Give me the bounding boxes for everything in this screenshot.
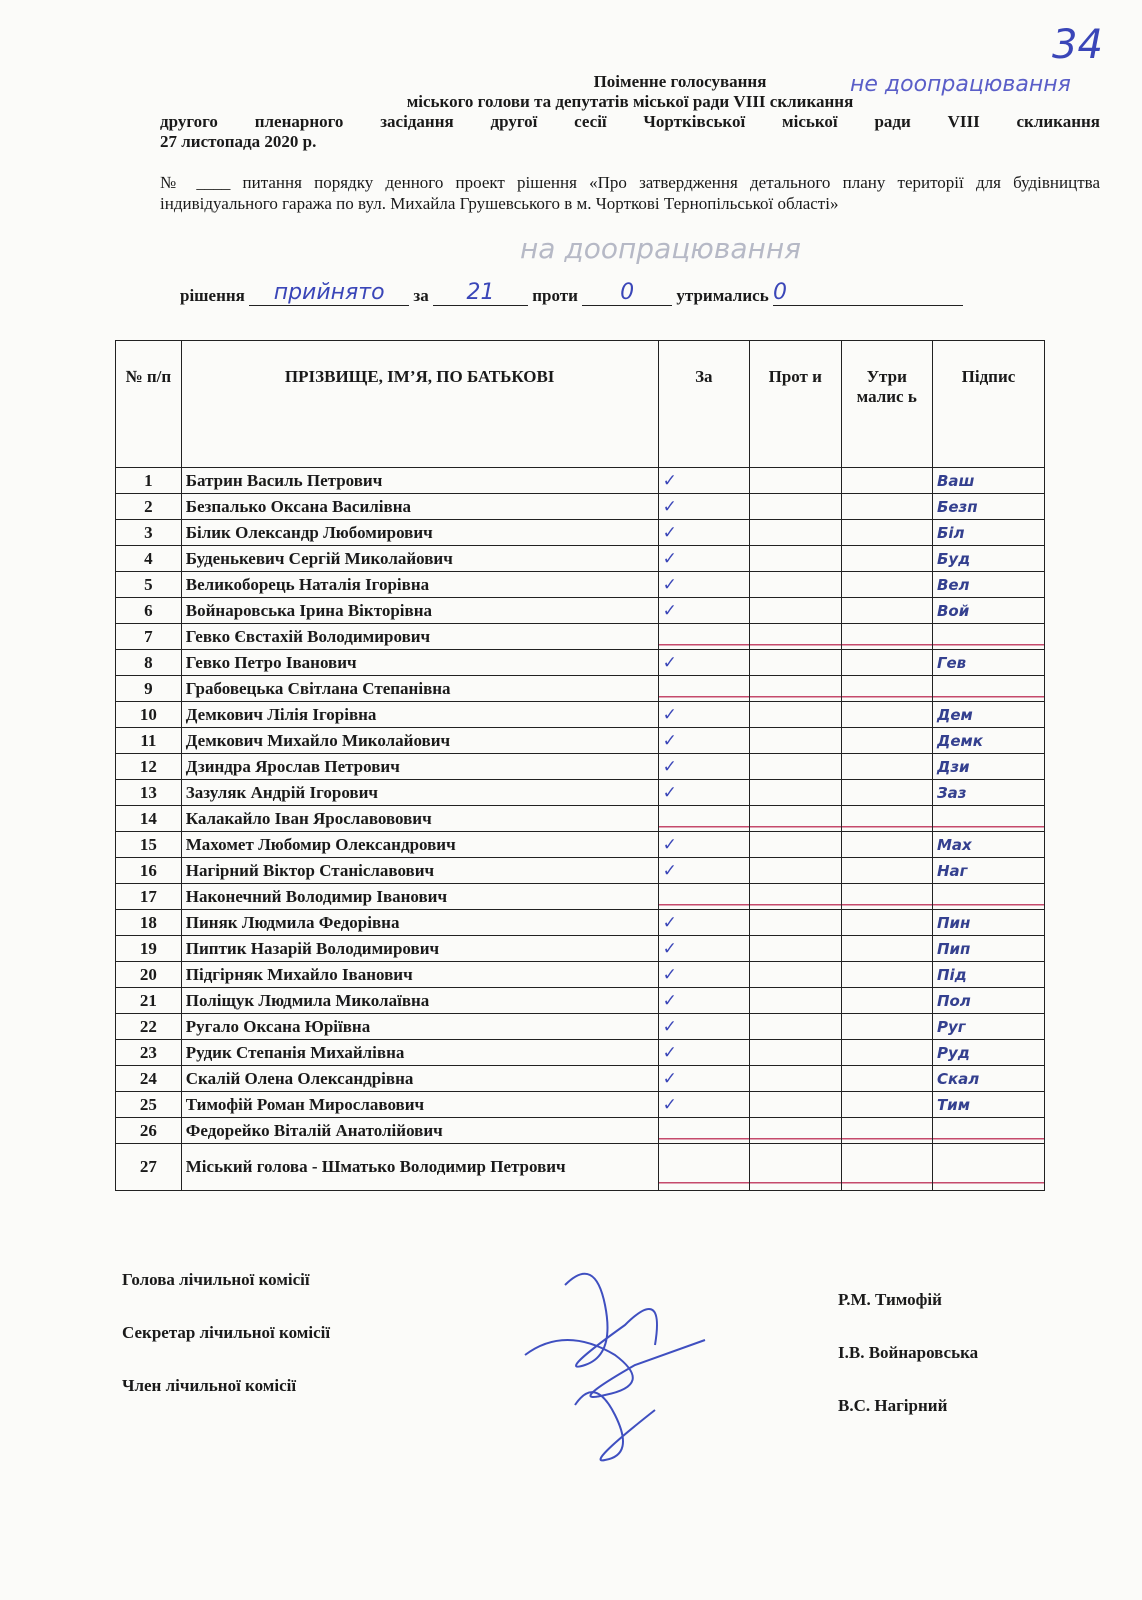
row-name: Ругало Оксана Юріївна [181,1014,658,1040]
row-name: Батрин Василь Петрович [181,468,658,494]
row-name: Гевко Петро Іванович [181,650,658,676]
row-name: Наконечний Володимир Іванович [181,884,658,910]
row-signature: Пин [932,910,1044,936]
row-name: Підгірняк Михайло Іванович [181,962,658,988]
vote-table [115,340,1045,1191]
table-row [116,962,1045,988]
row-vote-abstain [841,520,932,546]
row-vote-abstain [841,858,932,884]
row-vote-for: ✓ [658,520,749,546]
vote-table-body [116,468,1045,1191]
table-row [116,572,1045,598]
table-header-row [116,341,1045,468]
row-vote-against [750,806,841,832]
row-name: Скалій Олена Олександрівна [181,1066,658,1092]
row-name: Поліщук Людмила Миколаївна [181,988,658,1014]
decision-value: прийнято [249,280,409,306]
table-row [116,598,1045,624]
row-number: 27 [116,1144,182,1191]
row-vote-for: ✓ [658,494,749,520]
table-row [116,780,1045,806]
row-number: 11 [116,728,182,754]
table-row [116,546,1045,572]
row-vote-against [750,858,841,884]
row-signature: Демк [932,728,1044,754]
row-vote-against [750,572,841,598]
row-signature: Руд [932,1040,1044,1066]
row-signature: Пол [932,988,1044,1014]
row-signature [932,1118,1044,1144]
table-row [116,650,1045,676]
row-vote-abstain [841,546,932,572]
row-vote-for [658,884,749,910]
role-member: Член лічильної комісії [122,1376,297,1395]
row-vote-abstain [841,1014,932,1040]
row-vote-abstain [841,624,932,650]
row-vote-abstain [841,754,932,780]
row-name: Грабовецька Світлана Степанівна [181,676,658,702]
row-signature: Дзи [932,754,1044,780]
row-vote-against [750,1092,841,1118]
row-vote-abstain [841,494,932,520]
decision-label: рішення [180,286,245,305]
row-vote-against [750,988,841,1014]
row-vote-abstain [841,676,932,702]
row-vote-against [750,1144,841,1191]
row-number: 18 [116,910,182,936]
row-vote-for: ✓ [658,754,749,780]
row-vote-abstain [841,884,932,910]
table-row [116,624,1045,650]
row-vote-for: ✓ [658,962,749,988]
row-signature: Біл [932,520,1044,546]
row-number: 19 [116,936,182,962]
row-number: 23 [116,1040,182,1066]
row-name: Тимофій Роман Мирославович [181,1092,658,1118]
row-signature: Під [932,962,1044,988]
row-name: Демкович Лілія Ігорівна [181,702,658,728]
table-row [116,494,1045,520]
row-vote-against [750,676,841,702]
row-name: Калакайло Іван Ярославовович [181,806,658,832]
table-row [116,728,1045,754]
row-vote-abstain [841,702,932,728]
row-vote-for [658,1144,749,1191]
row-signature: Тим [932,1092,1044,1118]
header-line-3: другого пленарного засідання другої сесії Чортківської міської ради VIII скликання [160,112,1100,131]
table-row [116,988,1045,1014]
row-vote-against [750,754,841,780]
row-name: Зазуляк Андрій Ігорович [181,780,658,806]
row-signature [932,884,1044,910]
row-number: 5 [116,572,182,598]
row-name: Махомет Любомир Олександрович [181,832,658,858]
table-row [116,1092,1045,1118]
row-vote-against [750,962,841,988]
row-signature [932,806,1044,832]
row-vote-for: ✓ [658,468,749,494]
row-vote-abstain [841,780,932,806]
row-vote-abstain [841,962,932,988]
col-number: № п/п [116,341,182,468]
row-vote-for: ✓ [658,1066,749,1092]
row-signature [932,624,1044,650]
row-vote-for [658,676,749,702]
row-vote-against [750,780,841,806]
row-number: 12 [116,754,182,780]
row-vote-for [658,806,749,832]
row-vote-for: ✓ [658,650,749,676]
row-number: 9 [116,676,182,702]
col-abstain: Утри малис ь [841,341,932,468]
row-number: 14 [116,806,182,832]
signature-scribble-3 [575,1392,655,1460]
row-signature: Безп [932,494,1044,520]
page-number: 34 [1052,22,1103,68]
table-row [116,858,1045,884]
role-secretary: Секретар лічильної комісії [122,1323,331,1342]
row-number: 10 [116,702,182,728]
col-against: Прот и [750,341,841,468]
col-name: ПРІЗВИЩЕ, ІМ’Я, ПО БАТЬКОВІ [181,341,658,468]
row-vote-against [750,936,841,962]
table-row [116,1040,1045,1066]
row-vote-abstain [841,468,932,494]
signature-scribble-2 [525,1340,705,1397]
decision-line [180,280,963,306]
table-row [116,1014,1045,1040]
row-vote-against [750,1118,841,1144]
row-vote-against [750,884,841,910]
row-number: 16 [116,858,182,884]
row-name: Білик Олександр Любомирович [181,520,658,546]
row-name: Нагірний Віктор Станіславович [181,858,658,884]
document-title: Поіменне голосування [593,72,767,91]
name-secretary: І.В. Войнаровська [838,1343,979,1362]
row-vote-abstain [841,910,932,936]
row-vote-abstain [841,936,932,962]
row-name: Гевко Євстахій Володимирович [181,624,658,650]
row-vote-against [750,494,841,520]
table-row [116,1144,1045,1191]
row-vote-abstain [841,572,932,598]
row-signature: Вой [932,598,1044,624]
row-vote-abstain [841,1066,932,1092]
commission-signatures [505,1245,725,1480]
name-chair: Р.М. Тимофій [838,1290,942,1309]
table-row [116,520,1045,546]
table-row [116,832,1045,858]
row-number: 22 [116,1014,182,1040]
table-row [116,702,1045,728]
row-name: Пиптик Назарій Володимирович [181,936,658,962]
row-vote-for: ✓ [658,1092,749,1118]
row-vote-for: ✓ [658,988,749,1014]
row-number: 15 [116,832,182,858]
row-vote-for [658,1118,749,1144]
row-signature: Руг [932,1014,1044,1040]
row-vote-abstain [841,832,932,858]
row-signature [932,676,1044,702]
header-date: 27 листопада 2020 р. [160,132,317,151]
commission-roles [122,1270,330,1429]
row-vote-abstain [841,988,932,1014]
for-label: за [413,286,429,305]
row-number: 1 [116,468,182,494]
table-row [116,754,1045,780]
header-line-2: міського голови та депутатів міської ради VIII скликання [406,92,854,111]
row-name: Войнаровська Ірина Вікторівна [181,598,658,624]
table-row [116,676,1045,702]
name-member: В.С. Нагірний [838,1396,948,1415]
row-signature [932,1144,1044,1191]
row-signature: Скал [932,1066,1044,1092]
row-vote-for [658,624,749,650]
row-vote-for: ✓ [658,546,749,572]
row-number: 26 [116,1118,182,1144]
row-vote-against [750,520,841,546]
row-vote-abstain [841,598,932,624]
row-vote-abstain [841,1118,932,1144]
row-number: 6 [116,598,182,624]
table-row [116,1118,1045,1144]
row-number: 2 [116,494,182,520]
row-number: 24 [116,1066,182,1092]
row-name: Дзиндра Ярослав Петрович [181,754,658,780]
row-number: 8 [116,650,182,676]
row-vote-against [750,728,841,754]
handwritten-note-top: не доопрацювання [850,72,1071,97]
table-row [116,1066,1045,1092]
row-name: Великоборець Наталія Ігорівна [181,572,658,598]
row-vote-against [750,546,841,572]
row-signature: Пип [932,936,1044,962]
row-vote-abstain [841,806,932,832]
row-name: Буденькевич Сергій Миколайович [181,546,658,572]
abstain-value: 0 [773,280,963,306]
row-vote-for: ✓ [658,1040,749,1066]
row-number: 3 [116,520,182,546]
row-vote-against [750,1040,841,1066]
row-signature: Буд [932,546,1044,572]
for-value: 21 [433,280,528,306]
role-chair: Голова лічильної комісії [122,1270,310,1289]
row-signature: Вел [932,572,1044,598]
agenda-question: № ____ питання порядку денного проект рішення «Про затвердження детального плану території для будівництва індивідуального гаража по вул. Михайла Грушевського в м. Чорткові Тернопільської області» [160,173,1100,213]
row-number: 7 [116,624,182,650]
table-row [116,884,1045,910]
table-row [116,910,1045,936]
row-number: 13 [116,780,182,806]
row-signature: Мах [932,832,1044,858]
row-vote-for: ✓ [658,572,749,598]
commission-names [838,1290,978,1449]
row-name: Рудик Степанія Михайлівна [181,1040,658,1066]
table-row [116,806,1045,832]
row-vote-for: ✓ [658,728,749,754]
row-signature: Ваш [932,468,1044,494]
row-vote-for: ✓ [658,910,749,936]
row-vote-for: ✓ [658,832,749,858]
row-vote-abstain [841,650,932,676]
document-header [160,72,1100,152]
row-vote-for: ✓ [658,858,749,884]
table-row [116,936,1045,962]
row-vote-against [750,1066,841,1092]
row-vote-for: ✓ [658,936,749,962]
row-vote-abstain [841,1092,932,1118]
row-vote-for: ✓ [658,780,749,806]
row-vote-against [750,468,841,494]
row-number: 4 [116,546,182,572]
row-vote-against [750,1014,841,1040]
row-vote-for: ✓ [658,702,749,728]
col-signature: Підпис [932,341,1044,468]
row-vote-against [750,910,841,936]
against-value: 0 [582,280,672,306]
row-vote-abstain [841,1040,932,1066]
row-vote-against [750,650,841,676]
handwritten-note-mid: на доопрацювання [520,232,801,265]
abstain-label: утримались [676,286,769,305]
row-name: Безпалько Оксана Василівна [181,494,658,520]
row-name: Пиняк Людмила Федорівна [181,910,658,936]
row-number: 25 [116,1092,182,1118]
row-signature: Наг [932,858,1044,884]
col-for: За [658,341,749,468]
row-vote-for: ✓ [658,1014,749,1040]
row-vote-against [750,598,841,624]
row-number: 17 [116,884,182,910]
row-name: Міський голова - Шматько Володимир Петрович [181,1144,658,1191]
row-number: 20 [116,962,182,988]
row-vote-abstain [841,728,932,754]
row-vote-against [750,702,841,728]
row-signature: Гев [932,650,1044,676]
row-signature: Дем [932,702,1044,728]
row-vote-for: ✓ [658,598,749,624]
row-vote-against [750,624,841,650]
table-row [116,468,1045,494]
row-vote-abstain [841,1144,932,1191]
row-vote-against [750,832,841,858]
row-name: Демкович Михайло Миколайович [181,728,658,754]
against-label: проти [532,286,578,305]
row-name: Федорейко Віталій Анатолійович [181,1118,658,1144]
row-signature: Заз [932,780,1044,806]
row-number: 21 [116,988,182,1014]
